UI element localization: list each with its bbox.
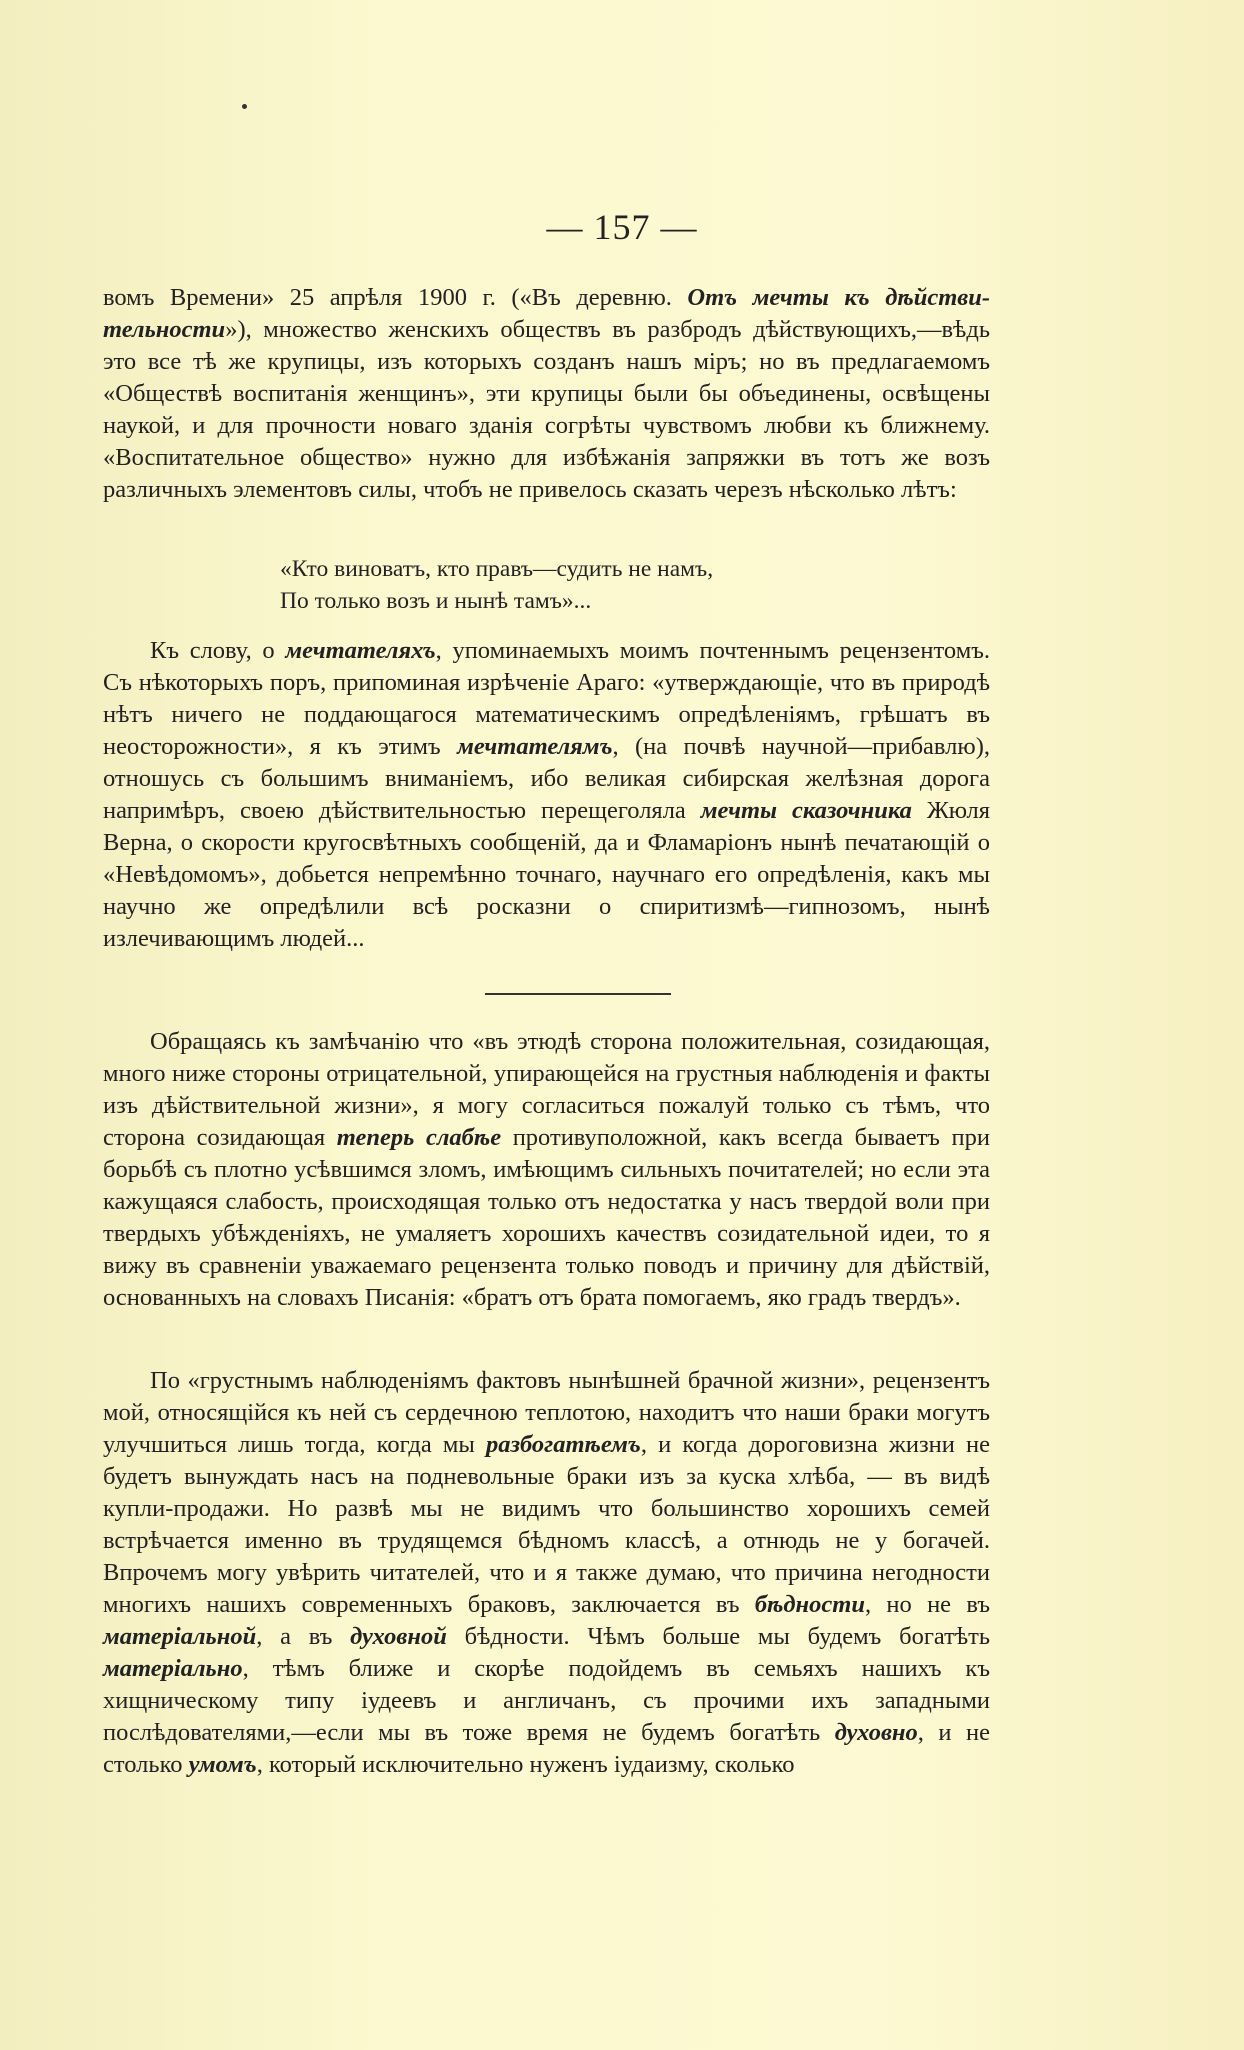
ink-speck [242, 104, 247, 109]
paragraph-1: вомъ Времени» 25 апрѣля 1900 г. («Въ деревню. Отъ мечты къ дѣйстви-тельности»), множество женскихъ обществъ въ разбродъ дѣйствующихъ,—вѣдь это все тѣ же крупицы, изъ которыхъ созданъ нашъ міръ; но въ предлагаемомъ «Обществѣ воспитанія женщинъ», эти крупицы были бы объединены, освѣщены наукой, и для прочности новаго зданія согрѣты чувствомъ любви къ ближнему. «Воспитательное общество» нужно для избѣжанія запряжки въ тотъ же возъ различныхъ элементовъ силы, чтобъ не привелось сказать черезъ нѣсколько лѣтъ: [103, 284, 990, 503]
paragraph-2: Къ слову, о мечтателяхъ, упоминаемыхъ моимъ почтеннымъ рецензентомъ. Съ нѣкоторыхъ поръ, припоминая изрѣченіе Араго: «утверждающіе, что въ природѣ нѣтъ ничего не поддающагося математическимъ опредѣленіямъ, грѣшатъ въ неосторожности», я къ этимъ мечтателямъ, (на почвѣ научной—прибавлю), отношусь съ большимъ вниманіемъ, ибо великая сибирская желѣзная дорога напримѣръ, своею дѣйствительностью перещеголяла мечты сказочника Жюля Верна, о скорости кругосвѣтныхъ сообщеній, да и Фламаріонъ нынѣ печатающій о «Невѣдомомъ», добьется непремѣнно точнаго, научнаго его опредѣленія, какъ мы научно же опредѣлили всѣ росказни о спиритизмѣ—гипнозомъ, нынѣ излечивающимъ людей... [103, 637, 990, 952]
poem-quote [280, 553, 840, 617]
paragraph-3: Обращаясь къ замѣчанію что «въ этюдѣ сторона положительная, созидающая, много ниже стороны отрицательной, упирающейся на грустныя наблюденія и факты изъ дѣйствительной жизни», я могу согласиться пожалуй только съ тѣмъ, что сторона созидающая теперь слабѣе противуположной, какъ всегда бываетъ при борьбѣ съ плотно усѣвшимся зломъ, имѣющимъ сильныхъ почитателей; но если эта кажущаяся слабость, происходящая только отъ недостатка у насъ твердой воли при твердыхъ убѣжденіяхъ, не умаляетъ хорошихъ качествъ созидательной идеи, то я вижу въ сравненіи уважаемаго рецензента только поводъ и причину для дѣйствій, основанныхъ на словахъ Писанія: «братъ отъ брата помогаемъ, яко градъ твердъ». [103, 1028, 991, 1311]
page-number: — 157 — [546, 207, 698, 247]
poem-line-1: «Кто виноватъ, кто правъ—судить не намъ, [280, 556, 714, 582]
poem-line-2: По только возъ и нынѣ тамъ»... [280, 588, 592, 614]
paragraph-4: По «грустнымъ наблюденіямъ фактовъ нынѣшней брачной жизни», рецензентъ мой, относящійся къ ней съ сердечною теплотою, находитъ что наши браки могутъ улучшиться лишь тогда, когда мы разбогатѣемъ, и когда дороговизна жизни не будетъ вынуждать насъ на подневольные браки изъ за куска хлѣба, — въ видѣ купли-продажи. Но развѣ мы не видимъ что большинство хорошихъ семей встрѣчается именно въ трудящемся бѣдномъ классѣ, а отнюдь не у богачей. Впрочемъ могу увѣрить читателей, что и я также думаю, что причина негодности многихъ нашихъ современныхъ браковъ, заключается въ бѣдности, но не въ матеріальной, а въ духовной бѣдности. Чѣмъ больше мы будемъ богатѣть матеріально, тѣмъ ближе и скорѣе подойдемъ въ семьяхъ нашихъ къ хищническому типу іудеевъ и англичанъ, съ прочими ихъ западными послѣдователями,—если мы въ тоже время не будемъ богатѣть духовно, и не столько умомъ, который исключительно нуженъ іудаизму, сколько [103, 1367, 990, 1778]
section-divider [485, 993, 671, 995]
